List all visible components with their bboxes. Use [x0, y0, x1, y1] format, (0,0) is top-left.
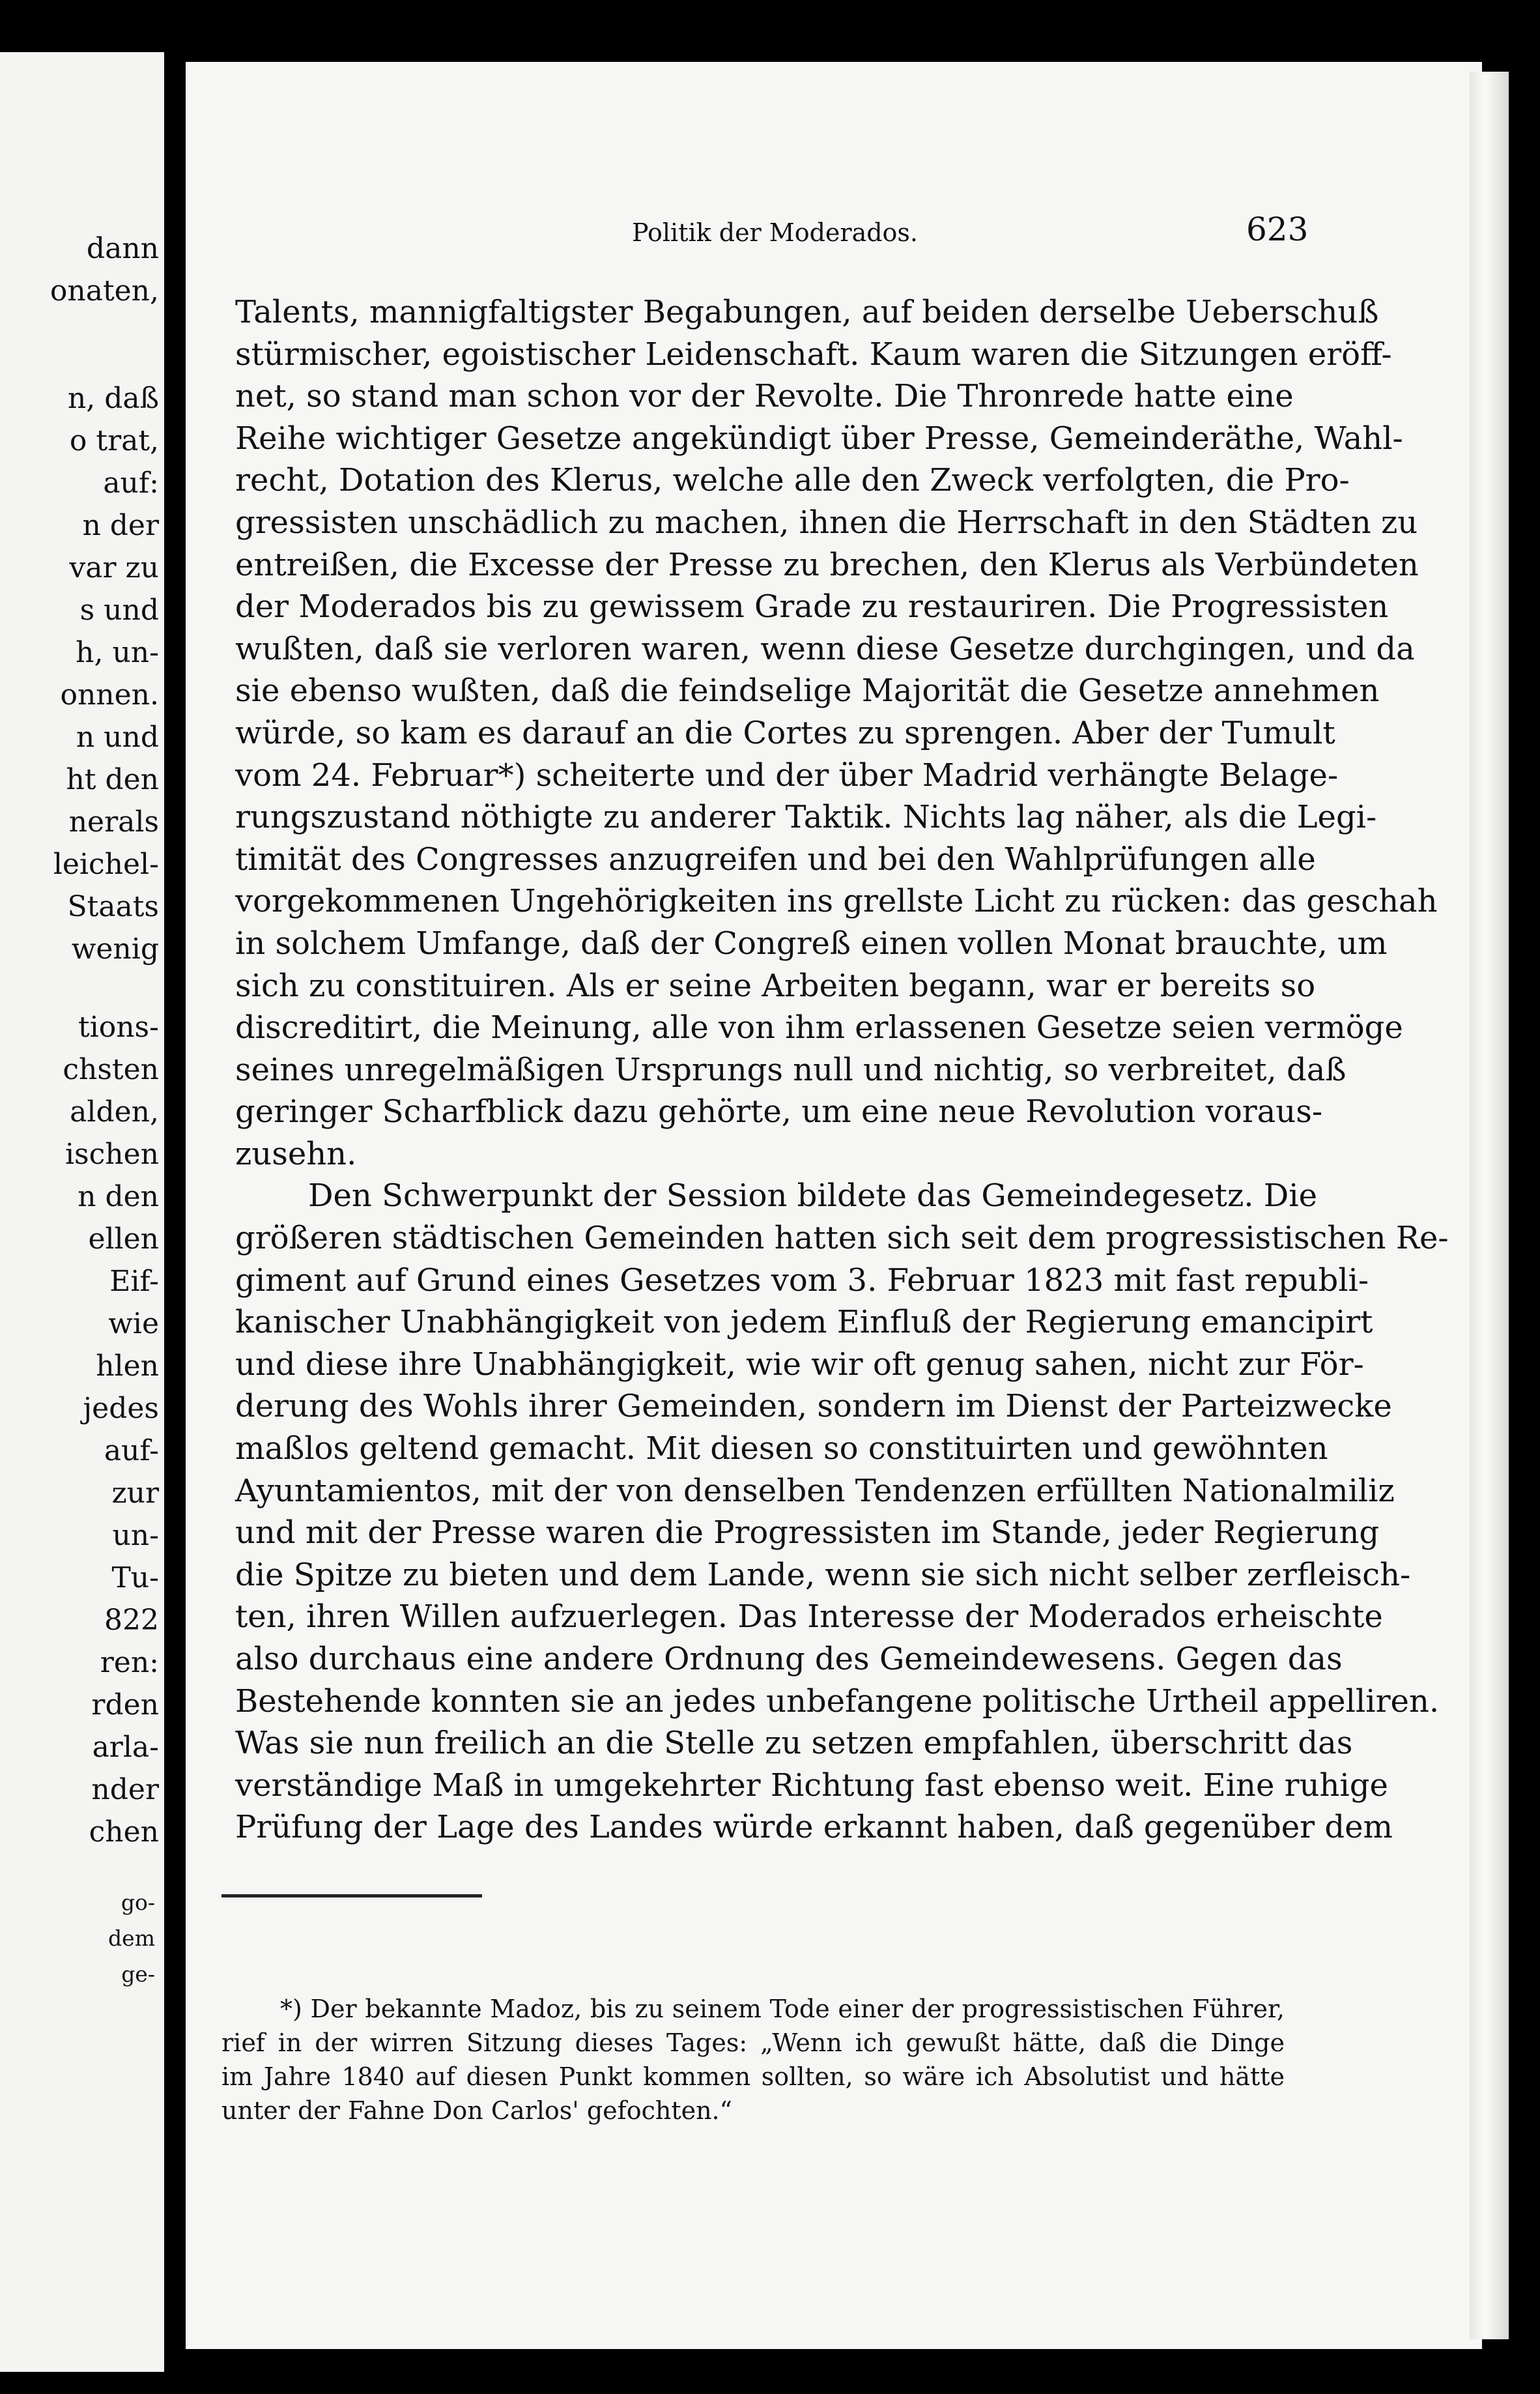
- left-page-line: un-: [112, 1519, 159, 1552]
- body-line: rungszustand nöthigte zu anderer Taktik. Nichts lag näher, als die Legi-: [235, 799, 1377, 836]
- footnote-line: *) Der bekannte Madoz, bis zu seinem Tode einer der progressistischen Führer,: [280, 1995, 1285, 2023]
- body-line: net, so stand man schon vor der Revolte. Die Thronrede hatte eine: [235, 378, 1294, 415]
- left-page-line: hlen: [96, 1349, 159, 1383]
- left-page-line: jedes: [83, 1392, 159, 1425]
- left-facing-page: [0, 52, 164, 2372]
- body-line: Den Schwerpunkt der Session bildete das Gemeindegesetz. Die: [308, 1177, 1318, 1215]
- body-line: vom 24. Februar*) scheiterte und der über Madrid verhängte Belage-: [235, 757, 1339, 794]
- left-page-line: Staats: [67, 890, 159, 923]
- body-line: vorgekommenen Ungehörigkeiten ins grellste Licht zu rücken: das geschah: [235, 883, 1438, 920]
- body-line: derung des Wohls ihrer Gemeinden, sondern im Dienst der Parteizwecke: [235, 1388, 1392, 1425]
- body-line: ten, ihren Willen aufzuerlegen. Das Interesse der Moderados erheischte: [235, 1598, 1383, 1636]
- body-line: in solchem Umfange, daß der Congreß einen vollen Monat brauchte, um: [235, 925, 1388, 962]
- left-page-line: dann: [86, 232, 159, 265]
- left-page-line: n den: [78, 1180, 159, 1213]
- body-line: Prüfung der Lage des Landes würde erkannt haben, daß gegenüber dem: [235, 1809, 1393, 1846]
- left-page-line: Eif-: [109, 1265, 159, 1298]
- left-page-line: Tu-: [111, 1561, 159, 1594]
- body-line: also durchaus eine andere Ordnung des Gemeindewesens. Gegen das: [235, 1641, 1343, 1677]
- body-line: kanischer Unabhängigkeit von jedem Einfluß der Regierung emancipirt: [235, 1304, 1373, 1341]
- footnote-line: im Jahre 1840 auf diesen Punkt kommen sollten, so wäre ich Absolutist und hätte: [221, 2062, 1285, 2091]
- body-line: geringer Scharfblick dazu gehörte, um eine neue Revolution voraus-: [235, 1093, 1323, 1131]
- body-line: entreißen, die Excesse der Presse zu brechen, den Klerus als Verbündeten: [235, 546, 1419, 583]
- body-line: wußten, daß sie verloren waren, wenn diese Gesetze durchgingen, und da: [235, 630, 1415, 667]
- left-page-line: nerals: [68, 805, 159, 839]
- body-line: giment auf Grund eines Gesetzes vom 3. Februar 1823 mit fast republi-: [235, 1262, 1369, 1299]
- left-page-line: onaten,: [50, 274, 159, 308]
- body-line: Reihe wichtiger Gesetze angekündigt über Presse, Gemeinderäthe, Wahl-: [235, 420, 1403, 457]
- body-line: Was sie nun freilich an die Stelle zu setzen empfahlen, überschritt das: [235, 1725, 1353, 1762]
- left-page-line: n der: [82, 509, 159, 542]
- body-line: würde, so kam es darauf an die Cortes zu sprengen. Aber der Tumult: [235, 714, 1335, 751]
- page-number: 623: [1246, 210, 1309, 248]
- left-page-line: chen: [89, 1815, 159, 1849]
- body-line: recht, Dotation des Klerus, welche alle den Zweck verfolgten, die Pro-: [235, 462, 1350, 499]
- left-page-line: onnen.: [60, 678, 159, 712]
- body-line: stürmischer, egoistischer Leidenschaft. Kaum waren die Sitzungen eröff-: [235, 336, 1392, 373]
- left-page-line: wie: [108, 1307, 159, 1340]
- body-line: maßlos geltend gemacht. Mit diesen so constituirten und gewöhnten: [235, 1430, 1328, 1467]
- body-text: [235, 291, 1449, 1849]
- left-page-line: wenig: [71, 932, 159, 966]
- main-page: [186, 62, 1482, 2349]
- left-page-footnote-line: dem: [108, 1925, 155, 1951]
- left-page-line: ht den: [66, 763, 159, 796]
- footnote: [221, 1992, 1285, 2127]
- left-page-line: leichel-: [53, 848, 159, 881]
- left-page-line: h, un-: [76, 636, 159, 669]
- left-page-line: auf-: [104, 1434, 159, 1467]
- footnote-line: unter der Fahne Don Carlos' gefochten.“: [221, 2096, 733, 2125]
- left-page-line: var zu: [69, 551, 159, 584]
- page-edge: [1470, 72, 1509, 2339]
- left-page-line: ischen: [64, 1138, 159, 1171]
- body-line: Ayuntamientos, mit der von denselben Tendenzen erfüllten Nationalmiliz: [235, 1472, 1395, 1509]
- footnote-line: rief in der wirren Sitzung dieses Tages: „Wenn ich gewußt hätte, daß die Dinge: [221, 2028, 1285, 2057]
- running-header: Politik der Moderados.: [632, 218, 919, 247]
- left-page-line: alden,: [70, 1095, 159, 1129]
- body-line: die Spitze zu bieten und dem Lande, wenn sie sich nicht selber zerfleisch-: [235, 1556, 1411, 1593]
- left-page-line: nder: [91, 1773, 159, 1806]
- body-line: discreditirt, die Meinung, alle von ihm erlassenen Gesetze seien vermöge: [235, 1009, 1403, 1046]
- body-line: seines unregelmäßigen Ursprungs null und nichtig, so verbreitet, daß: [235, 1051, 1347, 1088]
- left-page-line: ren:: [100, 1646, 159, 1679]
- body-line: zusehn.: [235, 1135, 357, 1172]
- left-page-line: n und: [76, 721, 159, 754]
- left-page-line: chsten: [63, 1053, 159, 1086]
- body-line: sie ebenso wußten, daß die feindselige Majorität die Gesetze annehmen: [235, 672, 1380, 710]
- left-page-line: rden: [91, 1688, 159, 1722]
- body-line: und diese ihre Unabhängigkeit, wie wir oft genug sahen, nicht zur För-: [235, 1346, 1364, 1383]
- body-line: gressisten unschädlich zu machen, ihnen die Herrschaft in den Städten zu: [235, 504, 1418, 541]
- left-page-line: auf:: [103, 467, 159, 500]
- body-line: sich zu constituiren. Als er seine Arbeiten begann, war er bereits so: [235, 967, 1316, 1004]
- body-line: der Moderados bis zu gewissem Grade zu restauriren. Die Progressisten: [235, 588, 1389, 626]
- left-page-line: tions-: [78, 1011, 159, 1044]
- body-line: Talents, mannigfaltigster Begabungen, auf beiden derselbe Ueberschuß: [235, 294, 1379, 330]
- body-line: und mit der Presse waren die Progressisten im Stande, jeder Regierung: [235, 1514, 1380, 1551]
- body-line: Bestehende konnten sie an jedes unbefangene politische Urtheil appelliren.: [235, 1682, 1440, 1720]
- body-line: größeren städtischen Gemeinden hatten sich seit dem progressistischen Re-: [235, 1220, 1449, 1257]
- left-page-line: ellen: [88, 1222, 159, 1256]
- body-line: timität des Congresses anzugreifen und bei den Wahlprüfungen alle: [235, 841, 1316, 878]
- left-page-line: o trat,: [69, 424, 159, 457]
- left-page-line: s und: [79, 594, 159, 627]
- left-page-line: 822: [104, 1604, 159, 1637]
- left-page-line: arla-: [92, 1731, 159, 1764]
- footnote-divider: [221, 1894, 482, 1897]
- body-line: verständige Maß in umgekehrter Richtung fast ebenso weit. Eine ruhige: [235, 1767, 1388, 1804]
- left-page-line: zur: [111, 1477, 159, 1510]
- left-page-footnote-line: ge-: [121, 1961, 155, 1987]
- left-page-line: n, daß: [67, 382, 159, 415]
- left-page-footnote-line: go-: [121, 1890, 155, 1915]
